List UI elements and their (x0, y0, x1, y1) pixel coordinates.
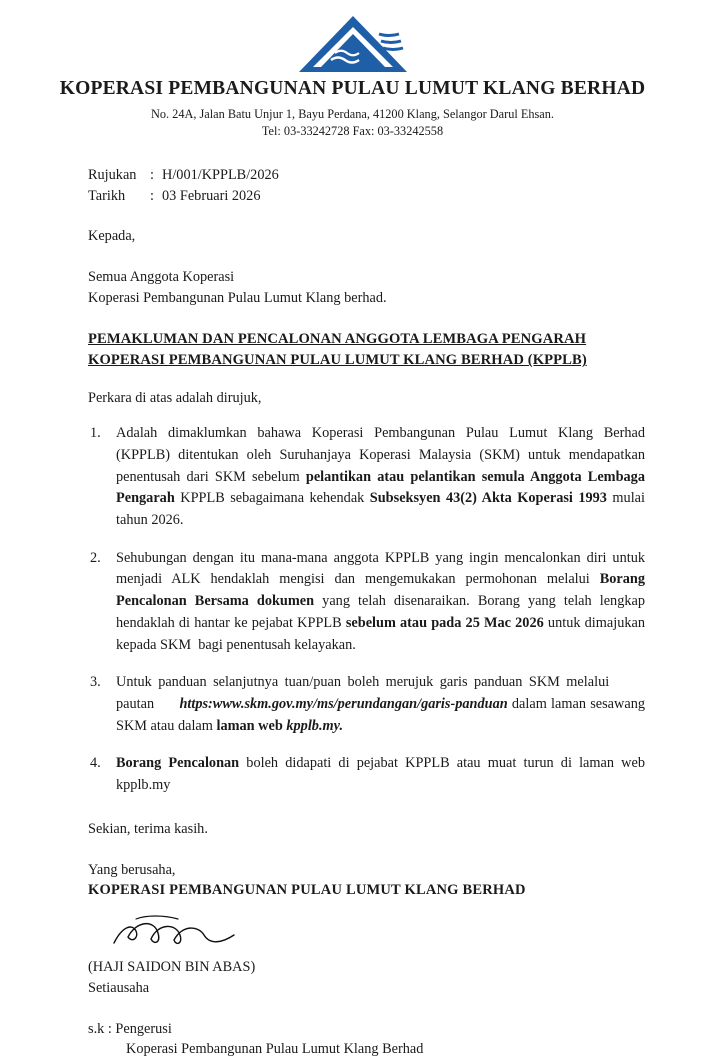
date-label: Tarikh (88, 187, 126, 204)
mountain-waves-logo (293, 14, 413, 76)
item-text: Sehubungan dengan itu mana-mana anggota KPPLB yang ingin mencalonkan diri untuk menjadi ALK hendaklah mengisi dan mengemukakan permohonan melalui Borang Pencalonan Bersama dokumen yang telah disenaraikan. Borang yang telah lengkap hendaklah di hantar ke pejabat KPPLB sebelum atau pada 25 Mac 2026 untuk dimajukan kepada SKM bagi penentusah kelayakan. (116, 549, 646, 653)
item-number: 1. (90, 425, 101, 442)
date-value: 03 Februari 2026 (162, 187, 261, 204)
item-number: 4. (90, 755, 101, 772)
organization-address: No. 24A, Jalan Batu Unjur 1, Bayu Perdana, 41200 Klang, Selangor Darul Ehsan. (151, 107, 554, 121)
reference-label: Rujukan (88, 167, 137, 183)
letter-body (0, 165, 705, 1060)
list-item (88, 753, 645, 796)
letter-title (88, 329, 645, 373)
letter-title-line-2: KOPERASI PEMBANGUNAN PULAU LUMUT KLANG BERHAD (KPPLB) (88, 352, 587, 369)
organization-telephone: Tel: 03-33242728 Fax: 03-33242558 (261, 124, 444, 138)
item-text: Borang Pencalonan boleh didapati di pejabat KPPLB atau muat turun di laman web kpplb.my (116, 755, 645, 794)
list-item (88, 548, 645, 657)
reference-value: H/001/KPPLB/2026 (162, 167, 279, 183)
intro-text: Perkara di atas adalah dirujuk, (88, 390, 262, 407)
item-text: Untuk panduan selanjutnya tuan/puan boleh merujuk garis panduan SKM melalui pautan https:www.skm.gov.my/ms/perundangan/garis-panduan dalam laman sesawang SKM atau dalam laman web kpplb.my. (116, 674, 645, 734)
item-number: 3. (90, 674, 101, 691)
numbered-paragraph-list (88, 423, 645, 797)
signer-position: Setiausaha (88, 980, 150, 997)
signoff-line-1: Yang berusaha, (88, 861, 176, 878)
letterhead (0, 0, 705, 139)
signoff-organization: KOPERASI PEMBANGUNAN PULAU LUMUT KLANG BERHAD (88, 882, 526, 899)
handwritten-signature (106, 913, 286, 953)
list-item (88, 672, 645, 737)
recipient-line-2: Koperasi Pembangunan Pulau Lumut Klang berhad. (88, 289, 387, 306)
reference-block (88, 165, 645, 206)
item-text: Adalah dimaklumkan bahawa Koperasi Pembangunan Pulau Lumut Klang Berhad (KPPLB) ditentukan oleh Suruhanjaya Koperasi Malaysia (SKM) untuk mendapatkan penentusah dari SKM sebelum pelantikan atau pelantikan semula Anggota Lembaga Pengarah KPPLB sebagaimana kehendak Subseksyen 43(2) Akta Koperasi 1993 mulai tahun 2026. (116, 425, 645, 528)
cc-line-2: Koperasi Pembangunan Pulau Lumut Klang Berhad (126, 1041, 424, 1058)
reference-line (88, 165, 645, 186)
list-item (88, 423, 645, 532)
recipient-line-1: Semua Anggota Koperasi (88, 269, 235, 286)
letter-title-line-1: PEMAKLUMAN DAN PENCALONAN ANGGOTA LEMBAGA PENGARAH (88, 330, 587, 347)
signer-name: (HAJI SAIDON BIN ABAS) (88, 959, 256, 976)
thanks-text: Sekian, terima kasih. (88, 820, 208, 837)
cc-label: s.k : Pengerusi (88, 1020, 172, 1037)
organization-name: KOPERASI PEMBANGUNAN PULAU LUMUT KLANG BERHAD (59, 78, 646, 99)
signature-area (106, 913, 645, 957)
salutation: Kepada, (88, 228, 136, 245)
item-number: 2. (90, 549, 101, 566)
date-colon: : (150, 187, 154, 204)
reference-colon: : (150, 167, 154, 183)
date-line (88, 186, 645, 207)
